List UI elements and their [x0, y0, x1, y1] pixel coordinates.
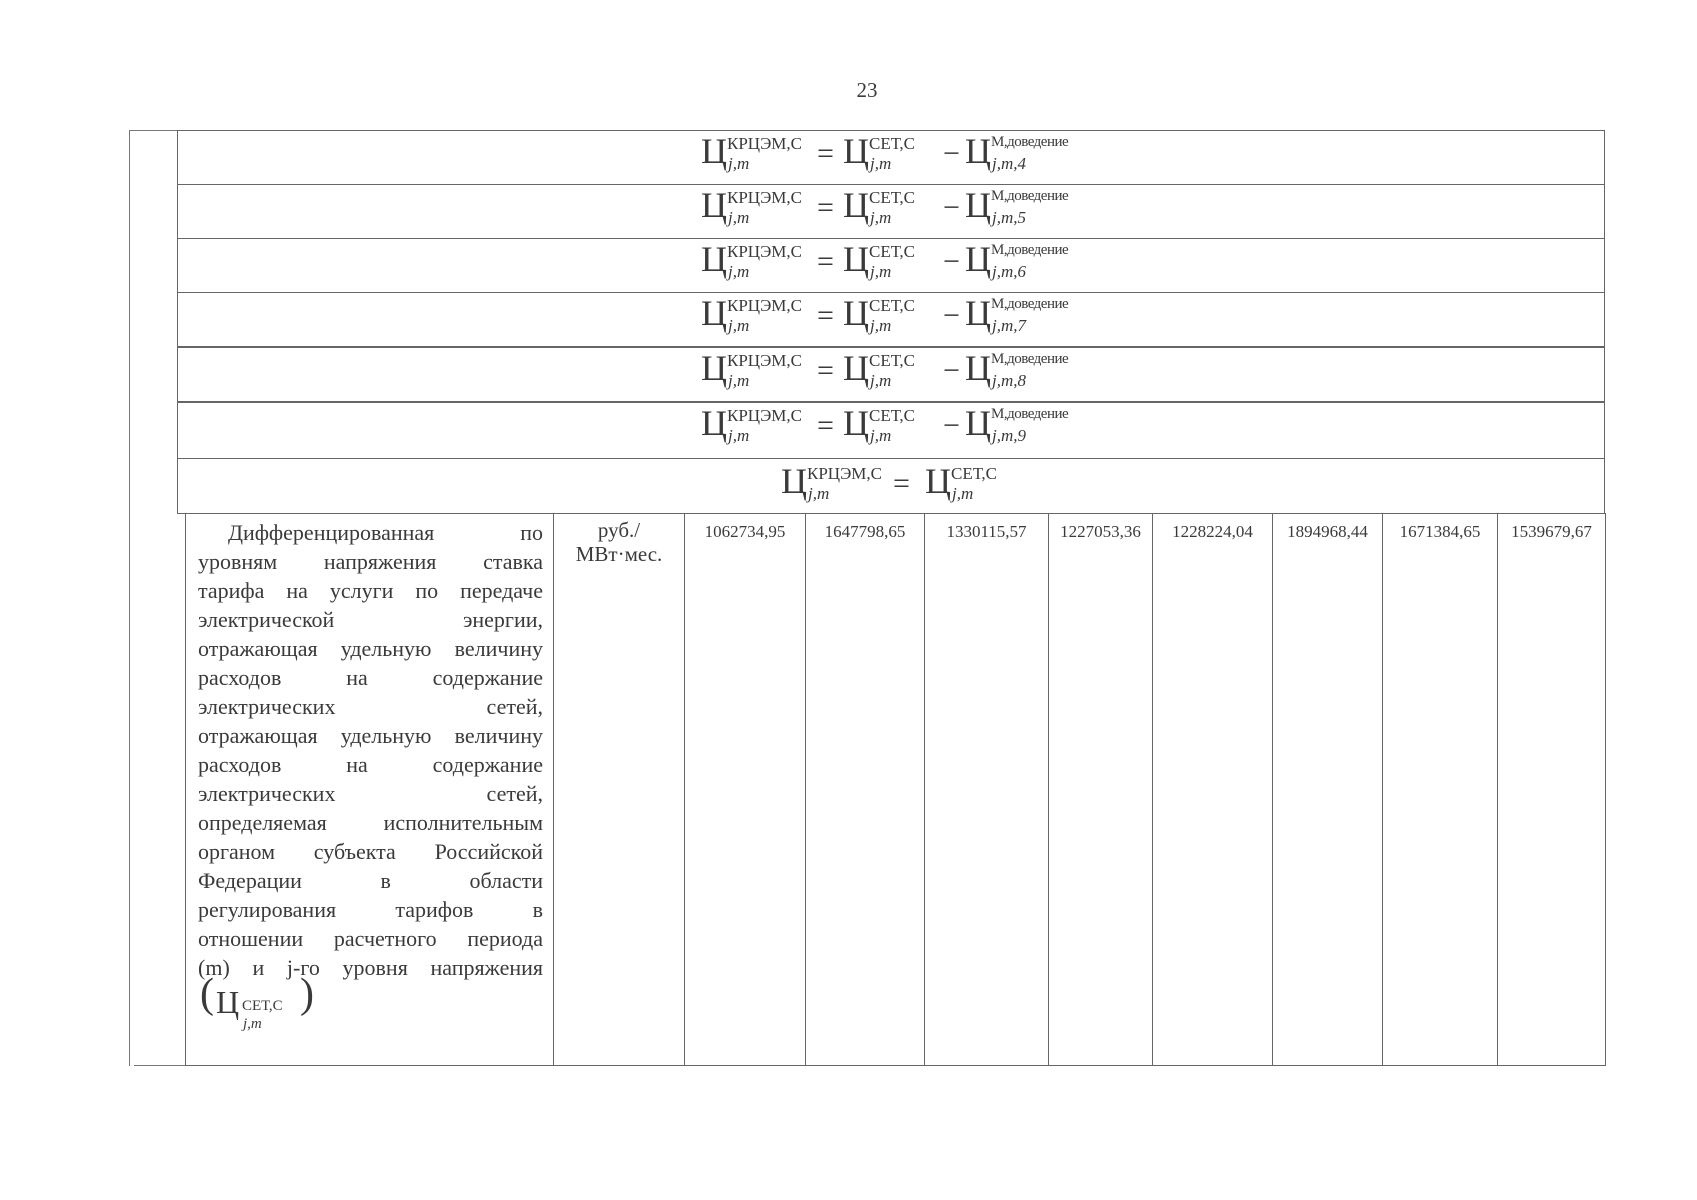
rhs-sup: М,доведение: [991, 406, 1069, 422]
description-line: расходов на содержание: [198, 665, 543, 690]
tariff-symbol-base: Ц: [216, 984, 240, 1020]
minus-sign: −: [943, 299, 960, 332]
lhs-sup: КРЦЭМ,C: [727, 134, 802, 153]
mid-sup: СЕТ,C: [869, 134, 915, 153]
lhs-symbol: Ц: [701, 131, 727, 171]
value-cell-7: 1671384,65: [1383, 514, 1498, 1066]
rhs-sub: j,m,7: [992, 316, 1026, 335]
description-line: уровням напряжения ставка: [198, 549, 543, 574]
description-line: органом субъекта Российской: [198, 839, 543, 864]
lhs-sup: КРЦЭМ,C: [727, 351, 802, 370]
description-line: отражающая удельную величину: [198, 636, 543, 661]
lhs-sub: j,m: [728, 371, 750, 390]
rhs-sup: М,доведение: [991, 188, 1069, 204]
description-line: тарифа на услуги по передаче: [198, 578, 543, 603]
mid-symbol: Ц: [843, 131, 869, 171]
equals-sign: =: [817, 409, 834, 442]
value-cell-5: 1228224,04: [1153, 514, 1273, 1066]
unit-line-2: МВт·мес.: [575, 542, 663, 566]
lhs-sub: j,m: [728, 426, 750, 445]
minus-sign: −: [943, 354, 960, 387]
rhs-symbol: Ц: [965, 293, 991, 333]
rhs-sup: М,доведение: [991, 351, 1069, 367]
lhs-symbol: Ц: [701, 293, 727, 333]
description-line: электрических сетей,: [198, 694, 543, 719]
tariff-data-table: [185, 513, 1606, 1066]
final-lhs-symbol: Ц: [781, 461, 807, 501]
rhs-symbol: Ц: [965, 348, 991, 388]
final-lhs-sup: КРЦЭМ,C: [807, 464, 882, 483]
lhs-sub: j,m: [728, 262, 750, 281]
lhs-symbol: Ц: [701, 348, 727, 388]
rhs-symbol: Ц: [965, 185, 991, 225]
rhs-sub: j,m,4: [992, 154, 1026, 173]
description-line: определяемая исполнительным: [198, 810, 543, 835]
page-number: 23: [856, 78, 878, 102]
description-line: Федерации в области: [198, 868, 543, 893]
lhs-sup: КРЦЭМ,C: [727, 406, 802, 425]
mid-symbol: Ц: [843, 348, 869, 388]
mid-symbol: Ц: [843, 293, 869, 333]
equals-sign: =: [817, 245, 834, 278]
lhs-sup: КРЦЭМ,C: [727, 296, 802, 315]
paren-open: (: [200, 971, 214, 1017]
outer-frame-top: [129, 130, 177, 131]
lhs-sub: j,m: [728, 208, 750, 227]
rhs-symbol: Ц: [965, 403, 991, 443]
formula-row: [177, 184, 1605, 239]
value-cell-6: 1894968,44: [1273, 514, 1383, 1066]
rhs-sub: j,m,8: [992, 371, 1026, 390]
final-mid-sup: СЕТ,C: [951, 464, 997, 483]
final-mid-symbol: Ц: [925, 461, 951, 501]
mid-sub: j,m: [870, 426, 892, 445]
final-formula-row: [177, 458, 1605, 514]
mid-sup: СЕТ,C: [869, 296, 915, 315]
mid-sup: СЕТ,C: [869, 188, 915, 207]
equals-sign: =: [817, 354, 834, 387]
lhs-sup: КРЦЭМ,C: [727, 188, 802, 207]
tariff-symbol: [216, 984, 283, 1032]
minus-sign: −: [943, 191, 960, 224]
rhs-sup: М,доведение: [991, 134, 1069, 150]
description-line: электрических сетей,: [198, 781, 543, 806]
mid-sub: j,m: [870, 371, 892, 390]
description-line: расходов на содержание: [198, 752, 543, 777]
formula-row: [177, 402, 1605, 459]
description-line: электрической энергии,: [198, 607, 543, 632]
final-mid-sub: j,m: [952, 484, 974, 503]
unit-cell: [554, 514, 685, 1066]
formula-row: [177, 347, 1605, 402]
description-line: (m) и j-го уровня напряжения: [198, 955, 543, 980]
final-lhs-sub: j,m: [808, 484, 830, 503]
rhs-sub: j,m,6: [992, 262, 1026, 281]
rhs-sub: j,m,5: [992, 208, 1026, 227]
description-line: Дифференцированная по: [228, 520, 543, 545]
rhs-symbol: Ц: [965, 239, 991, 279]
mid-sup: СЕТ,C: [869, 406, 915, 425]
description-line: регулирования тарифов в: [198, 897, 543, 922]
mid-sub: j,m: [870, 262, 892, 281]
value-cell-8: 1539679,67: [1498, 514, 1606, 1066]
paren-close: ): [300, 971, 314, 1017]
formula-row: [177, 238, 1605, 293]
lhs-sub: j,m: [728, 154, 750, 173]
rhs-symbol: Ц: [965, 131, 991, 171]
equals-sign: =: [817, 191, 834, 224]
minus-sign: −: [943, 137, 960, 170]
unit-line-1: руб./: [597, 518, 641, 542]
minus-sign: −: [943, 409, 960, 442]
lhs-symbol: Ц: [701, 185, 727, 225]
table-row: [186, 514, 1606, 1066]
mid-sup: СЕТ,C: [869, 351, 915, 370]
mid-sub: j,m: [870, 154, 892, 173]
equals-sign: =: [817, 137, 834, 170]
rhs-sub: j,m,9: [992, 426, 1026, 445]
outer-frame-left: [129, 130, 130, 1066]
formula-row: [177, 130, 1605, 185]
mid-sub: j,m: [870, 316, 892, 335]
lhs-sup: КРЦЭМ,C: [727, 242, 802, 261]
lhs-sub: j,m: [728, 316, 750, 335]
value-cell-3: 1330115,57: [925, 514, 1049, 1066]
tariff-symbol-sup: СЕТ,C: [242, 998, 283, 1014]
value-cell-2: 1647798,65: [806, 514, 925, 1066]
final-equals-sign: =: [893, 467, 910, 500]
value-cell-4: 1227053,36: [1049, 514, 1153, 1066]
description-line: отражающая удельную величину: [198, 723, 543, 748]
mid-sub: j,m: [870, 208, 892, 227]
minus-sign: −: [943, 245, 960, 278]
mid-symbol: Ц: [843, 403, 869, 443]
description-text: [198, 518, 543, 982]
tariff-symbol-sub: j,m: [243, 1016, 262, 1032]
mid-symbol: Ц: [843, 185, 869, 225]
equals-sign: =: [817, 299, 834, 332]
description-cell: [186, 514, 554, 1066]
mid-symbol: Ц: [843, 239, 869, 279]
rhs-sup: М,доведение: [991, 242, 1069, 258]
lhs-symbol: Ц: [701, 239, 727, 279]
rhs-sup: М,доведение: [991, 296, 1069, 312]
lhs-symbol: Ц: [701, 403, 727, 443]
mid-sup: СЕТ,C: [869, 242, 915, 261]
formula-row: [177, 292, 1605, 347]
description-line: отношении расчетного периода: [198, 926, 543, 951]
value-cell-1: 1062734,95: [685, 514, 806, 1066]
